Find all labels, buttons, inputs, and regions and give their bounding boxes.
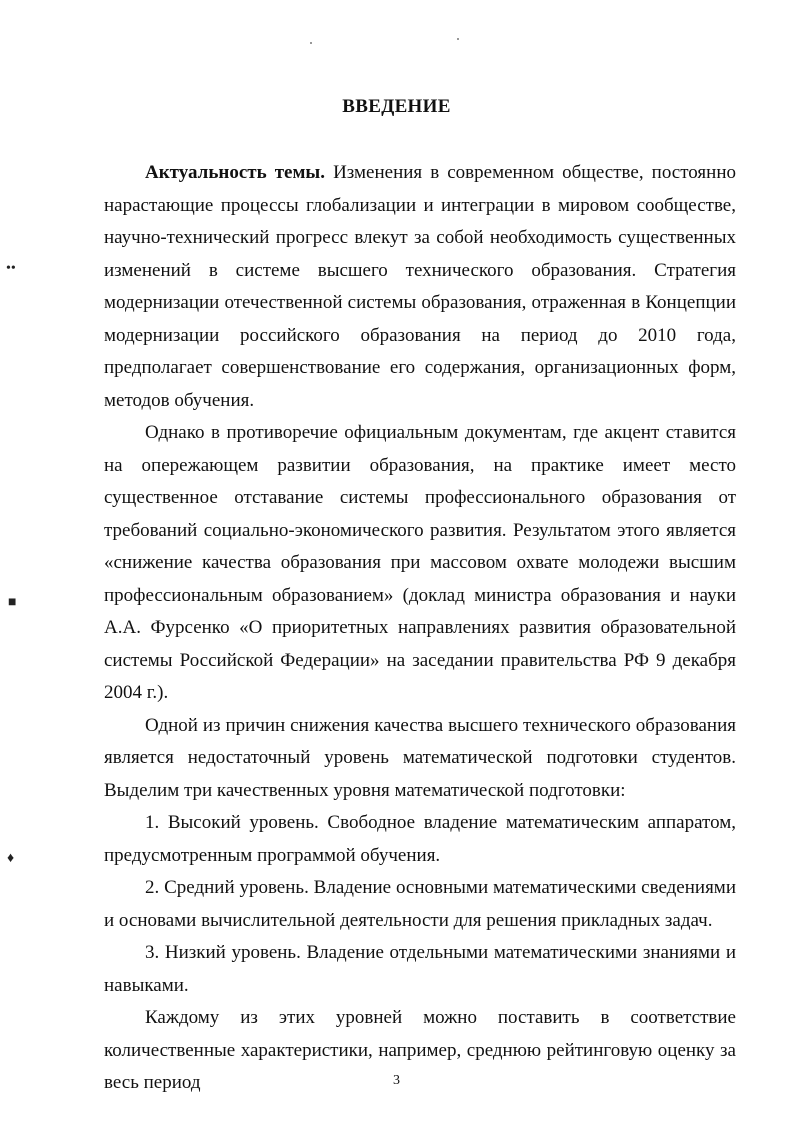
- list-item: [104, 807, 736, 872]
- paragraph-text: Одной из причин снижения качества высшего технического образования является недостаточный уровень математической подготовки студентов. Выделим три качественных уровня математической подготовки:: [104, 714, 736, 801]
- scan-speck: [310, 42, 312, 44]
- page-number: 3: [393, 1073, 400, 1088]
- binding-hole-icon: ■: [8, 595, 17, 610]
- paragraph: [104, 157, 736, 417]
- list-item: [104, 937, 736, 1002]
- paragraph-text: Однако в противоречие официальным документам, где акцент ставится на опережающем развитии образования, на практике имеет место существенное отставание системы профессионального образования от требований социально-экономического развития. Результатом этого является «снижение качества образования при массовом охвате молодежи высшим профессиональным образованием» (доклад министра образования и науки А.А. Фурсенко «О приоритетных направлениях развития образовательной системы Российской Федерации» на заседании правительства РФ 9 декабря 2004 г.).: [104, 422, 736, 703]
- binding-hole-icon: ♦: [7, 851, 15, 866]
- list-item: [104, 872, 736, 937]
- paragraph-lead: Актуальность темы.: [145, 162, 325, 183]
- scan-speck: [457, 38, 459, 40]
- list-item-text: 2. Средний уровень. Владение основными математическими сведениями и основами вычислительной деятельности для решения прикладных задач.: [104, 877, 736, 931]
- binding-hole-icon: ••: [6, 261, 16, 276]
- list-item-text: 3. Низкий уровень. Владение отдельными математическими знаниями и навыками.: [104, 942, 736, 996]
- page-title: ВВЕДЕНИЕ: [342, 96, 451, 117]
- paragraph-text: Каждому из этих уровней можно поставить в соответствие количественные характеристики, например, среднюю рейтинговую оценку за весь период: [104, 1007, 736, 1093]
- paragraph: [104, 417, 736, 710]
- paragraph: [104, 710, 736, 808]
- document-body: [104, 157, 736, 1100]
- list-item-text: 1. Высокий уровень. Свободное владение математическим аппаратом, предусмотренным программой обучения.: [104, 812, 736, 866]
- paragraph-text: Изменения в современном обществе, постоянно нарастающие процессы глобализации и интеграции в мировом сообществе, научно-технический прогресс влекут за собой необходимость существенных изменений в системе высшего технического образования. Стратегия модернизации отечественной системы образования, отраженная в Концепции модернизации российского образования на период до 2010 года, предполагает совершенствование его содержания, организационных форм, методов обучения.: [104, 162, 736, 411]
